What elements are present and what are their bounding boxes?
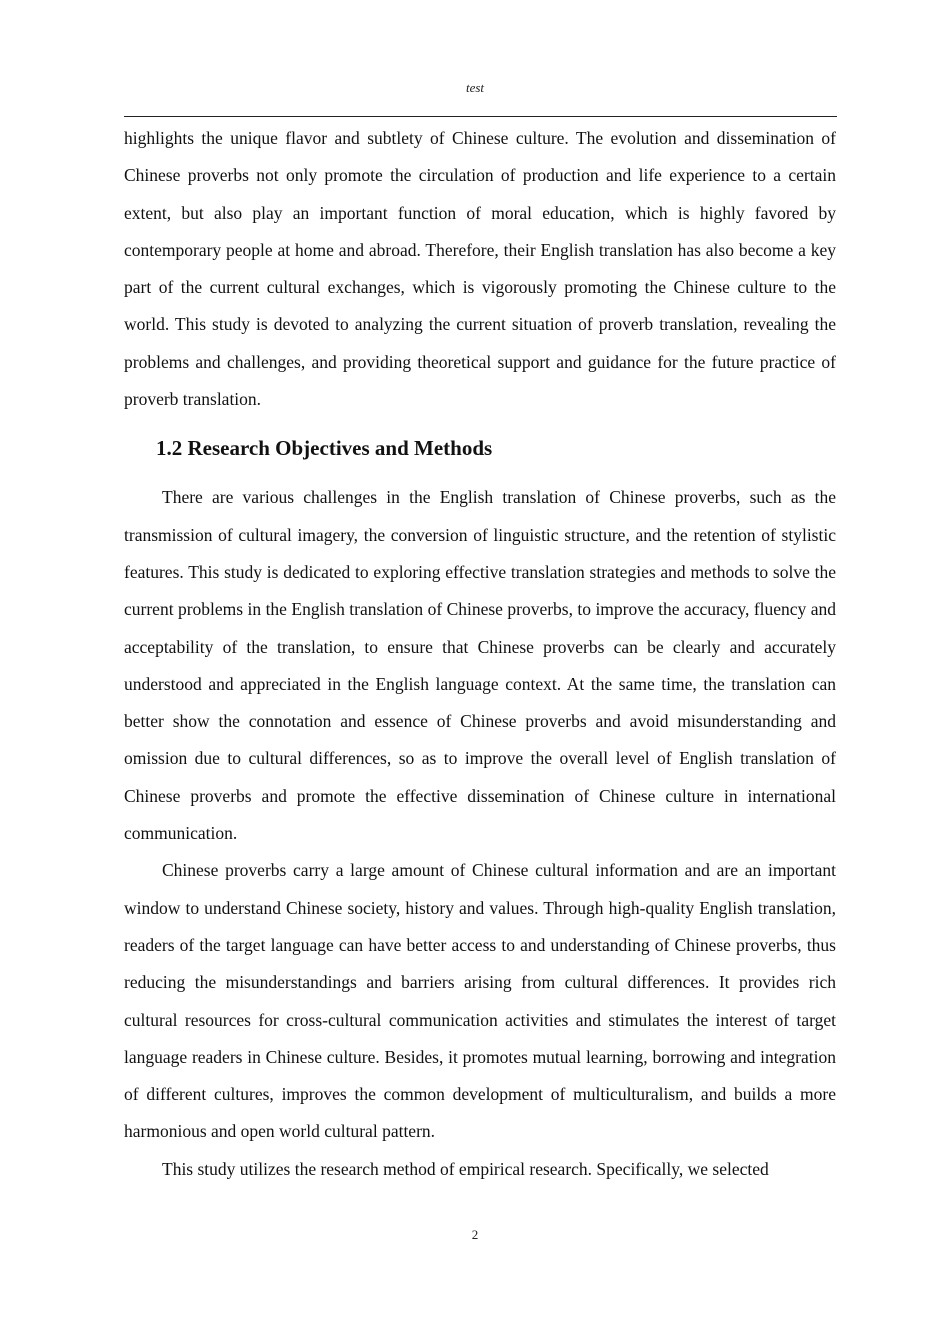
- page-number: 2: [471, 1227, 479, 1242]
- body-content: [124, 120, 836, 1188]
- section-heading: 1.2 Research Objectives and Methods: [156, 436, 493, 461]
- paragraph-continued: highlights the unique flavor and subtlety of Chinese culture. The evolution and dissemination of Chinese proverbs not only promote the circulation of production and life experience to a certain extent, but also play an important function of moral education, which is highly favored by contemporary people at home and abroad. Therefore, their English translation has also become a key part of the current cultural exchanges, which is vigorously promoting the Chinese culture to the world. This study is devoted to analyzing the current situation of proverb translation, revealing the problems and challenges, and providing theoretical support and guidance for the future practice of proverb translation.: [124, 128, 836, 410]
- paragraph-objectives: There are various challenges in the English translation of Chinese proverbs, such as the transmission of cultural imagery, the conversion of linguistic structure, and the retention of stylistic features. This study is dedicated to exploring effective translation strategies and methods to solve the current problems in the English translation of Chinese proverbs, to improve the accuracy, fluency and acceptability of the translation, to ensure that Chinese proverbs can be clearly and accurately understood and appreciated in the English language context. At the same time, the translation can better show the connotation and essence of Chinese proverbs and avoid misunderstanding and omission due to cultural differences, so as to improve the overall level of English translation of Chinese proverbs and promote the effective dissemination of Chinese culture in international communication.: [124, 487, 836, 844]
- paragraph-significance: Chinese proverbs carry a large amount of Chinese cultural information and are an important window to understand Chinese society, history and values. Through high-quality English translation, readers of the target language can have better access to and understanding of Chinese proverbs, thus reducing the misunderstandings and barriers arising from cultural differences. It provides rich cultural resources for cross-cultural communication activities and stimulates the interest of target language readers in Chinese culture. Besides, it promotes mutual learning, borrowing and integration of different cultures, improves the common development of multiculturalism, and builds a more harmonious and open world cultural pattern.: [124, 860, 836, 1142]
- running-header: test: [465, 80, 485, 95]
- paragraph-methods: This study utilizes the research method of empirical research. Specifically, we selected: [162, 1158, 769, 1179]
- header-divider: [124, 116, 837, 117]
